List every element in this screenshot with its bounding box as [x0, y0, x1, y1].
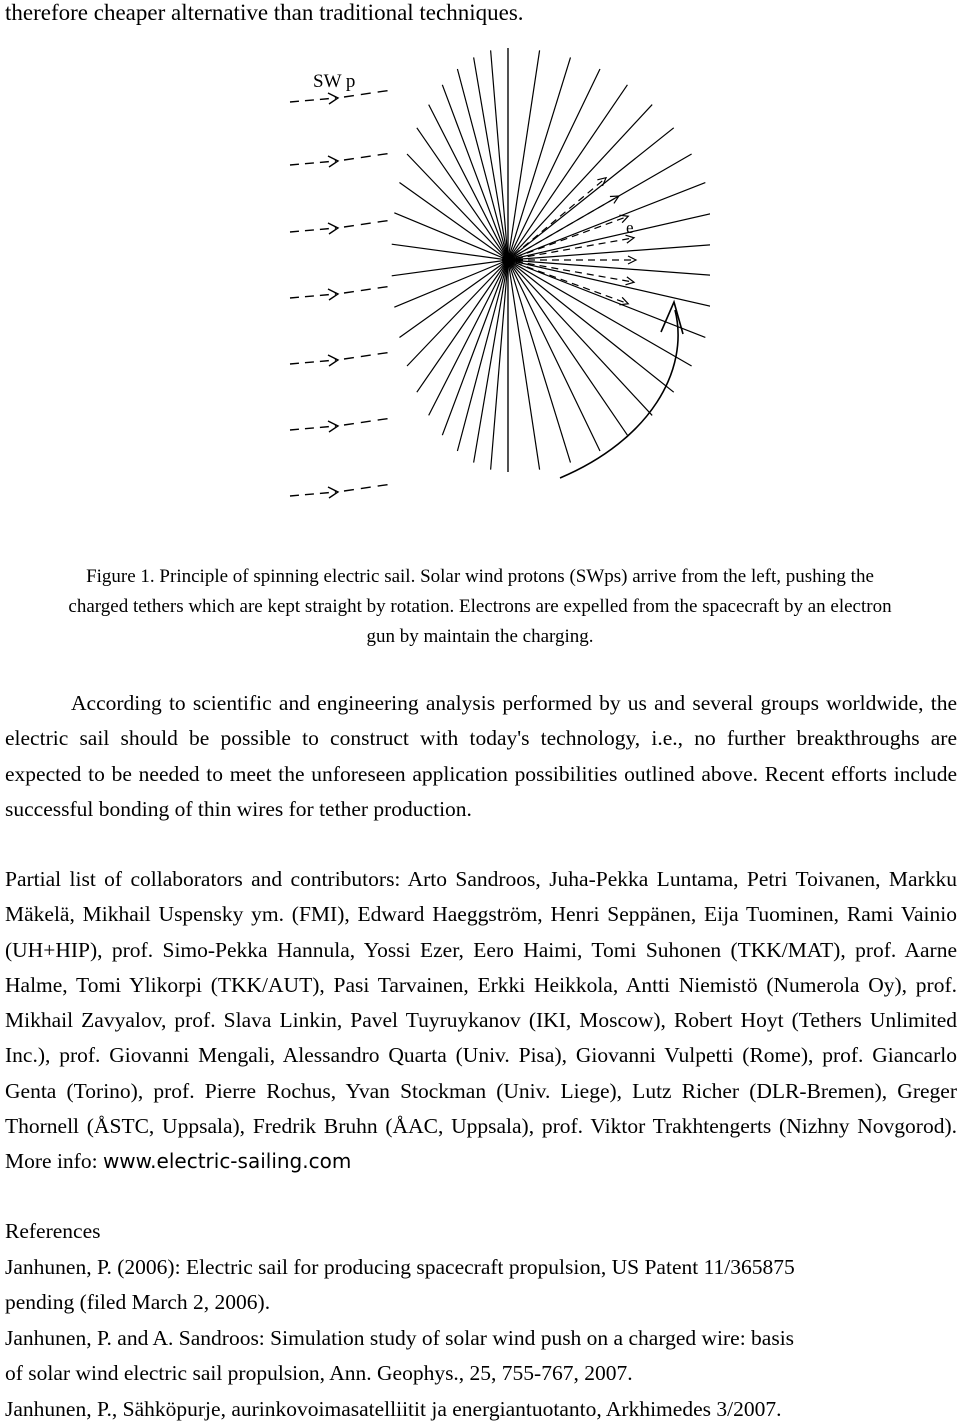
tether-line [417, 128, 508, 260]
tether-line [392, 260, 508, 276]
proton-arrowhead [328, 156, 338, 167]
reference-2-line-1: Janhunen, P. and A. Sandroos: Simulation study of solar wind push on a charged wire: basis [5, 1326, 795, 1350]
proton-arrowhead [328, 289, 338, 300]
figure-caption [20, 562, 940, 652]
tether-line [429, 105, 508, 260]
proton-arrow-shaft [290, 492, 336, 496]
tether-line [508, 260, 710, 276]
charged-tethers [392, 48, 710, 472]
proton-arrow-shaft [290, 98, 336, 102]
reference-1-line-1: Janhunen, P. (2006): Electric sail for producing spacecraft propulsion, US Patent 11/365875 [5, 1255, 795, 1279]
tether-line [508, 260, 674, 392]
proton-trail [344, 153, 392, 160]
caption-line-3: gun by maintain the charging. [366, 626, 594, 647]
swp-label: SW p [313, 71, 356, 92]
tether-line [508, 85, 627, 260]
tether-line [392, 244, 508, 260]
top-text-line: therefore cheaper alternative than traditional techniques. [5, 0, 524, 25]
electron-beam-line [514, 178, 606, 255]
tether-line [442, 260, 508, 435]
solar-wind-proton-arrows [290, 90, 392, 498]
electron-label: e [626, 218, 634, 237]
tether-line [442, 85, 508, 260]
reference-2-line-2: of solar wind electric sail propulsion, Ann. Geophys., 25, 755-767, 2007. [5, 1361, 633, 1385]
proton-trail [344, 220, 392, 227]
proton-arrow-shaft [290, 161, 336, 165]
collaborators-text: Partial list of collaborators and contributors: Arto Sandroos, Juha-Pekka Luntama, Petri Toivanen, Markku Mäkelä, Mikhail Uspensky ym. (FMI), Edward Haeggström, Henri Seppänen, Eija Tuominen, Rami Vainio (UH+HIP), prof. Simo-Pekka Hannula, Yossi Ezer, Eero Haimi, Tomi Suhonen (TKK/MAT), prof. Aarne Halme, Tomi Ylikorpi (TKK/AUT), Pasi Tarvainen, Erkki Heikkola, Antti Niemistö (Numerola Oy), prof. Mikhail Zavyalov, prof. Slava Linkin, Pavel Tuyruykanov (IKI, Moscow), Robert Hoyt (Tethers Unlimited Inc.), prof. Giovanni Mengali, Alessandro Quarta (Univ. Pisa), Giovanni Vulpetti (Rome), prof. Giancarlo Genta (Torino), prof. Pierre Rochus, Yvan Stockman (Univ. Liege), Lutz Richer (DLR-Bremen), Greger Thornell (ÅSTC, Uppsala), Fredrik Bruhn (ÅAC, Uppsala), prof. Viktor Trakhtengerts (Nizhny Novgorod). More info: [5, 867, 957, 1174]
references-heading: References [5, 1219, 101, 1243]
proton-arrowhead [328, 355, 338, 366]
tether-line [417, 260, 508, 392]
reference-1-line-2: pending (filed March 2, 2006). [5, 1290, 271, 1314]
proton-arrowhead [328, 93, 338, 104]
tether-line [508, 128, 674, 260]
analysis-paragraph: According to scientific and engineering analysis performed by us and several groups worldwide, the electric sail should be possible to construct with today's technology, i.e., no further breakthroughs are expected to be needed to meet the unforeseen application possibilities outlined above. Recent efforts include successful bonding of thin wires for tether production. [5, 691, 957, 821]
caption-line-1: Figure 1. Principle of spinning electric sail. Solar wind protons (SWps) arrive from the left, pushing the [86, 566, 874, 587]
proton-trail [344, 418, 392, 425]
proton-arrow-shaft [290, 426, 336, 430]
proton-arrowhead [328, 487, 338, 498]
proton-arrowhead [328, 421, 338, 432]
caption-line-2: charged tethers which are kept straight by rotation. Electrons are expelled from the spacecraft by an electron [68, 596, 892, 617]
proton-trail [344, 352, 392, 359]
tether-line [508, 260, 627, 435]
proton-arrowhead [328, 223, 338, 234]
proton-trail [344, 484, 392, 491]
rotation-arrowhead [661, 302, 683, 334]
spacecraft-hub [502, 254, 514, 266]
proton-arrow-shaft [290, 360, 336, 364]
tether-line [508, 244, 710, 260]
more-info-link[interactable]: www.electric-sailing.com [102, 1149, 352, 1174]
tether-line [429, 260, 508, 415]
proton-trail [344, 286, 392, 293]
proton-arrow-shaft [290, 228, 336, 232]
proton-arrow-shaft [290, 294, 336, 298]
reference-3: Janhunen, P., Sähköpurje, aurinkovoimasatelliitit ja energiantuotanto, Arkhimedes 3/2007. [5, 1397, 782, 1421]
electric-sail-figure [270, 44, 710, 514]
collaborators-paragraph [5, 862, 957, 1180]
